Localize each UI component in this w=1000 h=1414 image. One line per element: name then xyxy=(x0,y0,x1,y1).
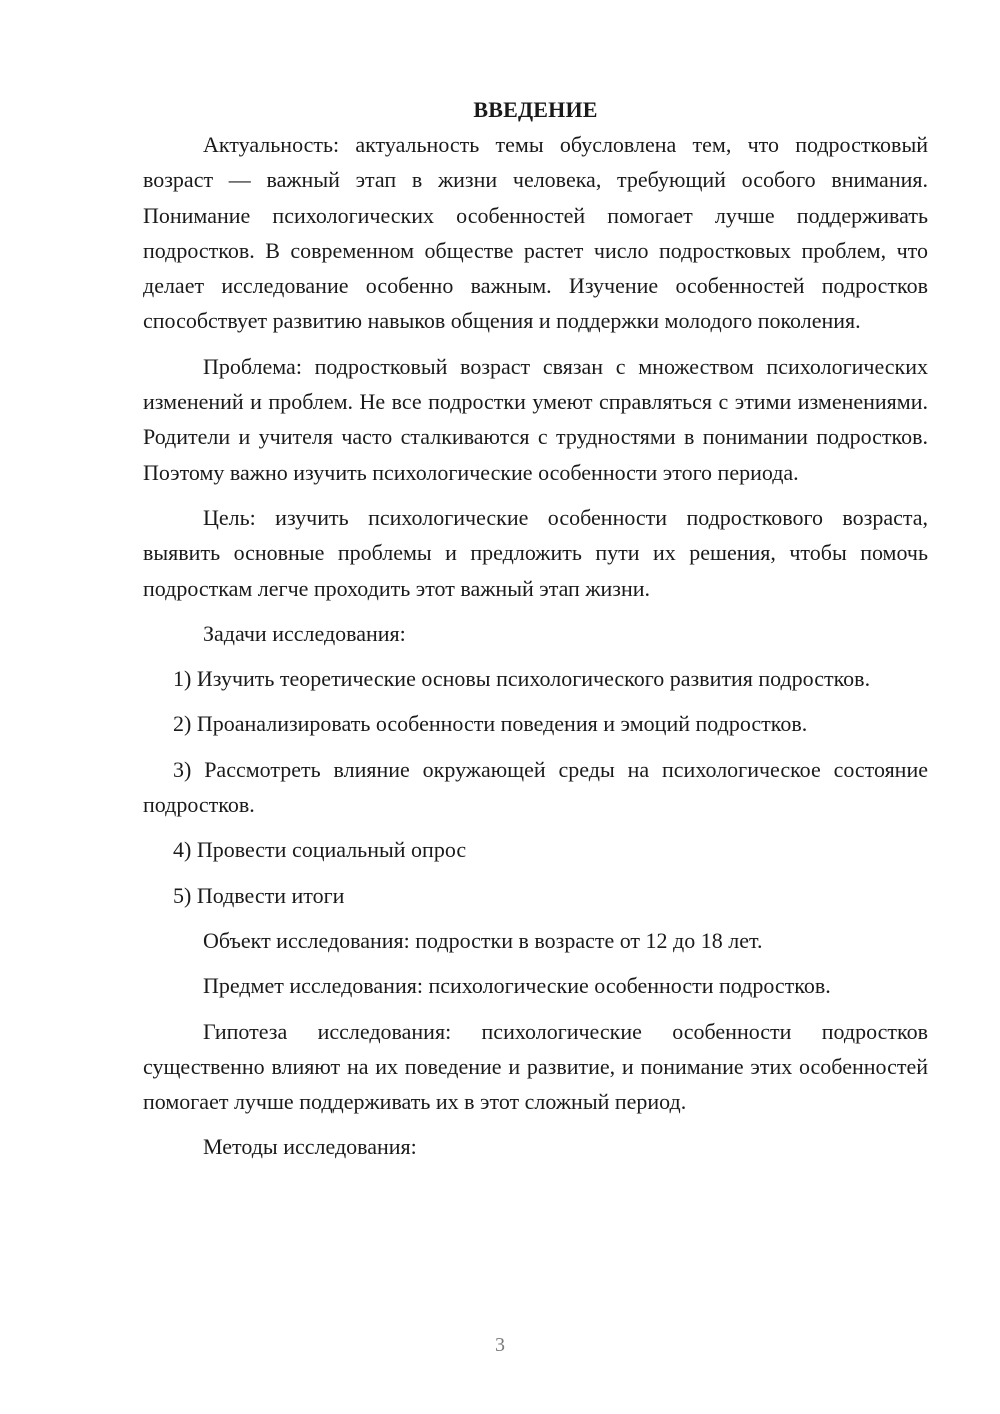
paragraph-hypothesis: Гипотеза исследования: психологические особенности подростков существенно влияют на их поведение и развитие, и понимание этих особенностей помогает лучше поддерживать их в этот сложный период. xyxy=(143,1018,928,1115)
paragraph-problem: Проблема: подростковый возраст связан с множеством психологических изменений и проблем. Не все подростки умеют справляться с этими изменениями. Родители и учителя часто сталкиваются с трудностями в понимании подростков. Поэтому важно изучить психологические особенности этого периода. xyxy=(143,353,928,485)
task-item-2: 2) Проанализировать особенности поведения и эмоций подростков. xyxy=(173,711,808,737)
task-item-5: 5) Подвести итоги xyxy=(173,882,345,908)
tasks-heading: Задачи исследования: xyxy=(203,620,406,646)
methods-heading: Методы исследования: xyxy=(203,1134,417,1160)
paragraph-object: Объект исследования: подростки в возрасте от 12 до 18 лет. xyxy=(203,927,763,953)
task-item-1: 1) Изучить теоретические основы психологического развития подростков. xyxy=(173,666,871,692)
document-page xyxy=(143,92,928,1175)
paragraph-subject: Предмет исследования: психологические особенности подростков. xyxy=(203,973,831,999)
paragraph-relevance: Актуальность: актуальность темы обусловлена тем, что подростковый возраст — важный этап в жизни человека, требующий особого внимания. Понимание психологических особенностей помогает лучше поддерживать подростков. В современном обществе растет число подростковых проблем, что делает исследование особенно важным. Изучение особенностей подростков способствует развитию навыков общения и поддержки молодого поколения. xyxy=(143,132,928,334)
task-item-3: 3) Рассмотреть влияние окружающей среды на психологическое состояние подростков. xyxy=(143,756,928,818)
paragraph-goal: Цель: изучить психологические особенности подросткового возраста, выявить основные проблемы и предложить пути их решения, чтобы помочь подросткам легче проходить этот важный этап жизни. xyxy=(143,504,928,601)
page-number: 3 xyxy=(495,1334,505,1356)
document-title: ВВЕДЕНИЕ xyxy=(473,97,598,122)
task-item-4: 4) Провести социальный опрос xyxy=(173,837,467,863)
